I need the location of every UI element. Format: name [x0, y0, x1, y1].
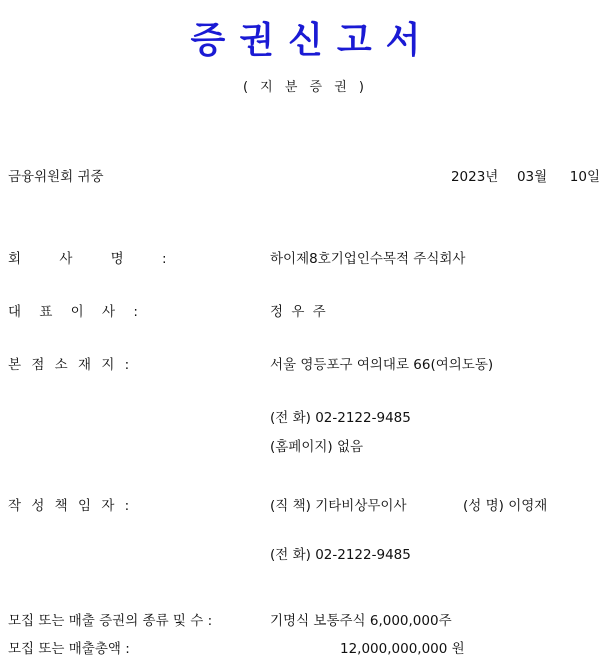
report-date: [451, 168, 600, 186]
preparer-phone: (전 화) 02-2122-9485: [270, 547, 411, 563]
offering-type-value: 기명식 보통주식 6,000,000주: [270, 613, 452, 629]
preparer-name: (성 명) 이영재: [463, 498, 548, 514]
offering-type-label: 모집 또는 매출 증권의 종류 및 수 :: [8, 613, 213, 629]
offering-amount-value: 12,000,000,000 원: [340, 641, 465, 657]
document-subtitle: ( 지 분 증 권 ): [242, 80, 369, 95]
company-label: 회 사 명 :: [8, 251, 167, 267]
ceo-label: 대 표 이 사 :: [8, 304, 138, 320]
company-name: 하이제8호기업인수목적 주식회사: [270, 251, 466, 267]
preparer-position: (직 책) 기타비상무이사: [270, 498, 407, 514]
ceo-name: 정 우 주: [270, 304, 326, 320]
date-year: 2023년: [450, 169, 499, 185]
preparer-label: 작 성 책 임 자 :: [8, 498, 130, 514]
document-title: 증권신고서: [190, 19, 435, 61]
head-office-phone: (전 화) 02-2122-9485: [270, 410, 411, 426]
offering-amount-label: 모집 또는 매출총액 :: [8, 641, 130, 657]
recipient-text: 금융위원회 귀중: [8, 169, 104, 185]
head-office-homepage: (홈페이지) 없음: [270, 439, 364, 455]
head-office-address: 서울 영등포구 여의대로 66(여의도동): [270, 357, 494, 373]
head-office-label: 본 점 소 재 지 :: [8, 357, 130, 373]
date-month: 03월: [516, 169, 548, 185]
date-day: 10일: [569, 169, 600, 185]
